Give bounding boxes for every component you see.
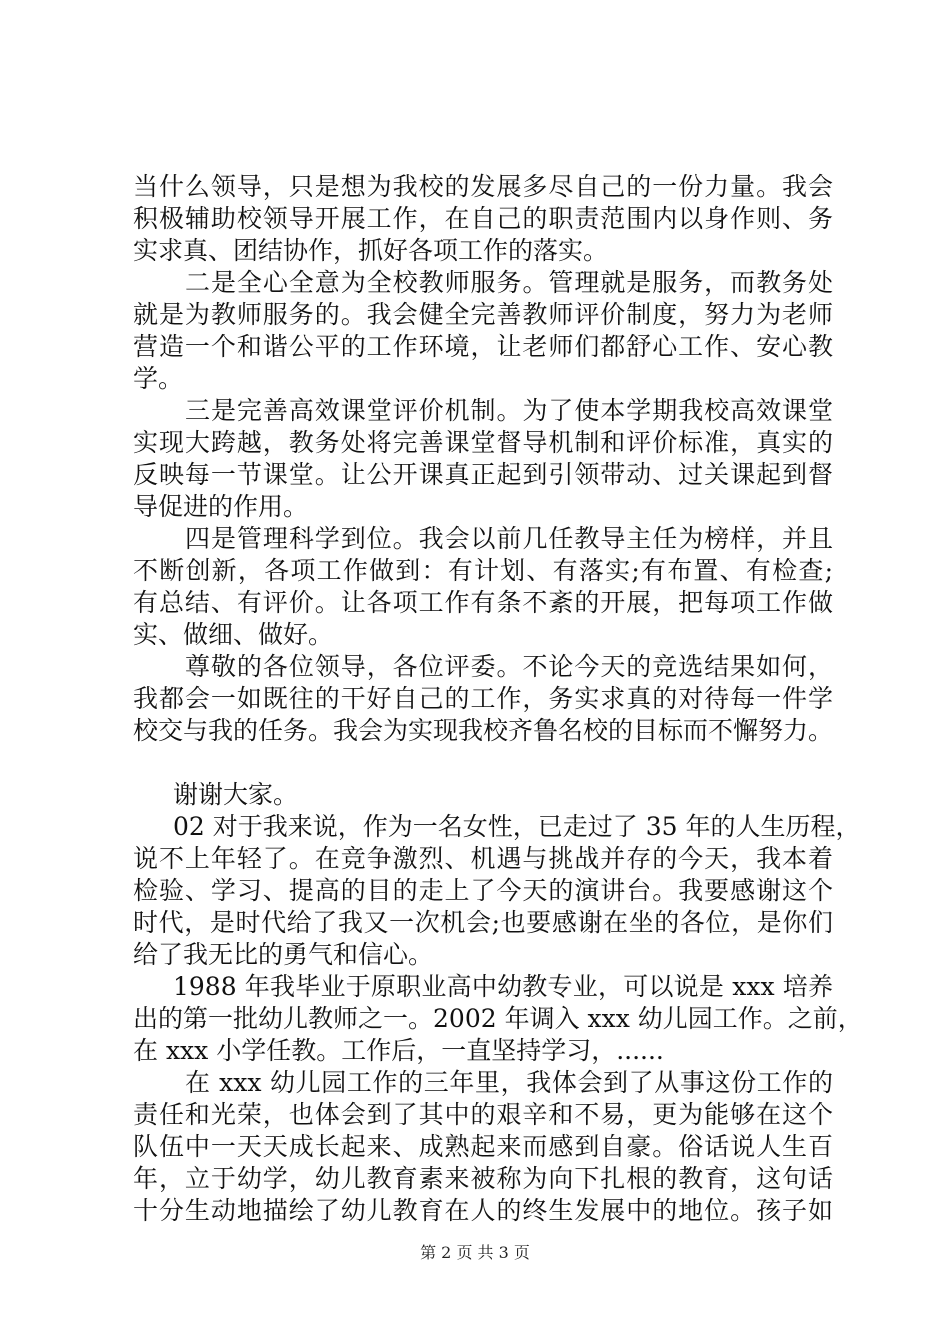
paragraph-start: 02 对于我来说，作为一名女性，已走过了 35 年的人生历程， <box>173 812 861 841</box>
paragraph-start: 在 xxx 幼儿园工作的三年里，我体会到了从事这份工作的 <box>185 1068 833 1097</box>
text-line: 当什么领导，只是想为我校的发展多尽自己的一份力量。我会 <box>133 172 833 201</box>
text-line: 时代，是时代给了我又一次机会;也要感谢在坐的各位，是你们 <box>133 908 833 937</box>
text-line: 有总结、有评价。让各项工作有条不紊的开展，把每项工作做 <box>133 588 833 617</box>
text-line: 校交与我的任务。我会为实现我校齐鲁名校的目标而不懈努力。 <box>133 716 834 745</box>
text-line: 出的第一批幼儿教师之一。2002 年调入 xxx 幼儿园工作。之前， <box>133 1004 863 1033</box>
text-line: 不断创新，各项工作做到：有计划、有落实;有布置、有检查; <box>133 556 833 585</box>
paragraph-start: 四是管理科学到位。我会以前几任教导主任为榜样，并且 <box>185 524 833 553</box>
text-line: 积极辅助校领导开展工作，在自己的职责范围内以身作则、务 <box>133 204 833 233</box>
text-line: 我都会一如既往的干好自己的工作，务实求真的对待每一件学 <box>133 684 833 713</box>
text-line: 营造一个和谐公平的工作环境，让老师们都舒心工作、安心教 <box>133 332 833 361</box>
text-line: 检验、学习、提高的目的走上了今天的演讲台。我要感谢这个 <box>133 876 833 905</box>
document-body <box>133 171 863 1227</box>
text-line: 在 xxx 小学任教。工作后，一直坚持学习，...... <box>133 1036 664 1065</box>
text-line: 学。 <box>133 364 184 393</box>
page-number-footer: 第 2 页 共 3 页 <box>420 1243 530 1262</box>
text-line: 就是为教师服务的。我会健全完善教师评价制度，努力为老师 <box>133 300 833 329</box>
paragraph-start: 尊敬的各位领导，各位评委。不论今天的竞选结果如何， <box>185 652 833 681</box>
text-line: 队伍中一天天成长起来、成熟起来而感到自豪。俗话说人生百 <box>133 1132 833 1161</box>
text-line: 年，立于幼学，幼儿教育素来被称为向下扎根的教育，这句话 <box>133 1164 833 1193</box>
text-line: 实、做细、做好。 <box>133 620 334 649</box>
text-line: 十分生动地描绘了幼儿教育在人的终生发展中的地位。孩子如 <box>133 1196 833 1225</box>
text-line: 实现大跨越，教务处将完善课堂督导机制和评价标准，真实的 <box>133 428 833 457</box>
paragraph-start: 二是全心全意为全校教师服务。管理就是服务，而教务处 <box>185 268 833 297</box>
text-line: 导促进的作用。 <box>133 492 309 521</box>
text-line: 说不上年轻了。在竞争激烈、机遇与挑战并存的今天，我本着 <box>133 844 833 873</box>
text-line: 反映每一节课堂。让公开课真正起到引领带动、过关课起到督 <box>133 460 833 489</box>
text-line: 给了我无比的勇气和信心。 <box>133 940 434 969</box>
text-line: 实求真、团结协作，抓好各项工作的落实。 <box>133 236 609 265</box>
text-line: 责任和光荣，也体会到了其中的艰辛和不易，更为能够在这个 <box>133 1100 833 1129</box>
paragraph-start: 三是完善高效课堂评价机制。为了使本学期我校高效课堂 <box>185 396 833 425</box>
paragraph-start: 1988 年我毕业于原职业高中幼教专业，可以说是 xxx 培养 <box>173 972 833 1001</box>
blank-line <box>133 747 833 779</box>
paragraph-start: 谢谢大家。 <box>173 780 299 809</box>
